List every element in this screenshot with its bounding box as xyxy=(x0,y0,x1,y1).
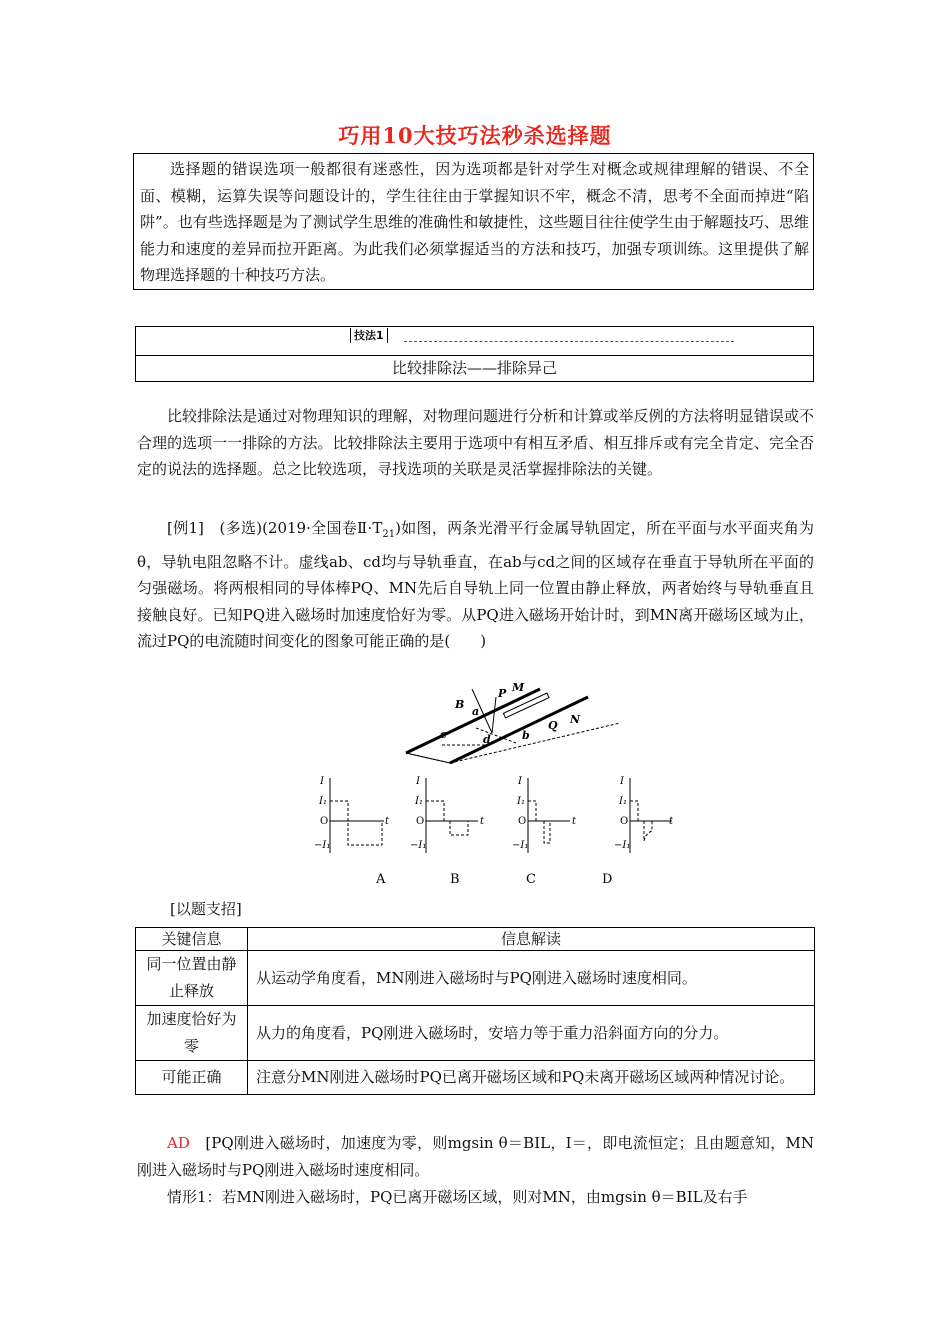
table-row xyxy=(136,951,815,1006)
table-header-key: 关键信息 xyxy=(136,928,248,951)
table-cell-value: 从力的角度看，PQ刚进入磁场时，安培力等于重力沿斜面方向的分力。 xyxy=(248,1006,815,1061)
example-figure xyxy=(300,683,680,893)
table-header-row xyxy=(136,928,815,951)
technique-tag: 技法1 xyxy=(350,328,388,343)
example-source: (多选)(2019·全国卷Ⅱ·T xyxy=(219,519,383,537)
example-paragraph xyxy=(137,515,814,655)
example-source-sub: 21 xyxy=(382,529,396,540)
graph-d xyxy=(602,776,674,887)
axis-t-a: t xyxy=(385,816,390,827)
axis-t-b: t xyxy=(480,816,485,827)
neg-i1-d: −I₁ xyxy=(614,840,631,851)
normal-line xyxy=(492,697,496,733)
technique-name: 比较排除法——排除异己 xyxy=(391,359,557,377)
label-d: d xyxy=(483,733,491,746)
example-source-end: ) xyxy=(395,519,401,537)
neg-i1-b: −I₁ xyxy=(410,840,427,851)
label-p: P xyxy=(498,687,507,700)
label-c: c xyxy=(440,728,447,741)
i1-c: I₁ xyxy=(517,796,525,807)
graph-a xyxy=(314,776,390,887)
axis-i-a: I xyxy=(320,776,324,787)
table-cell-value: 注意分MN刚进入磁场时PQ已离开磁场区域和PQ未离开磁场区域两种情况讨论。 xyxy=(248,1061,815,1095)
rail-bottom xyxy=(406,753,450,763)
answer-paragraph xyxy=(137,1130,814,1183)
table-row xyxy=(136,1061,815,1095)
method-paragraph: 比较排除法是通过对物理知识的理解，对物理问题进行分析和计算或举反例的方法将明显错误或不合理的选项一一排除的方法。比较排除法主要用于选项中有相互矛盾、相互排斥或有完全肯定、完全否定的说法的选择题。总之比较选项，寻找选项的关联是灵活掌握排除法的关键。 xyxy=(137,407,814,478)
page-title: 巧用10大技巧法秒杀选择题 xyxy=(338,123,612,148)
example-text: 如图，两条光滑平行金属导轨固定，所在平面与水平面夹角为θ，导轨电阻忽略不计。虚线ab、cd均与导轨垂直，在ab与cd之间的区域存在垂直于导轨所在平面的匀强磁场。将两根相同的导体棒PQ、MN先后自导轨上同一位置由静止释放，两者始终与导轨垂直且接触良好。已知PQ进入磁场时加速度恰好为零。从PQ进入磁场开始计时，到MN离开磁场区域为止，流过PQ的电流随时间变化的图象可能正确的是( ) xyxy=(137,519,814,650)
label-n: N xyxy=(570,713,581,726)
info-table xyxy=(135,927,815,1095)
label-m: M xyxy=(512,683,525,694)
origin-b: O xyxy=(416,816,425,827)
origin-c: O xyxy=(518,816,527,827)
incline-edge xyxy=(450,723,620,763)
graph-b xyxy=(410,776,485,887)
label-b-field: B xyxy=(455,698,465,711)
origin-a: O xyxy=(320,816,329,827)
example-label: [例1] xyxy=(167,519,204,537)
intro-text: 选择题的错误选项一般都很有迷惑性，因为选项都是针对学生对概念或规律理解的错误、不全面、模糊，运算失误等问题设计的，学生往往由于掌握知识不牢，概念不清，思考不全面而掉进“陷阱”。也有些选择题是为了测试学生思维的准确性和敏捷性，这些题目往往使学生由于解题技巧、思维能力和速度的差异而拉开距离。为此我们必须掌握适当的方法和技巧，加强专项训练。这里提供了解物理选择题的十种技巧方法。 xyxy=(140,160,809,284)
answer-text: [PQ刚进入磁场时，加速度为零，则mgsin θ＝BIL，I＝，即电流恒定；且由题意知，MN刚进入磁场时与PQ刚进入磁场时速度相同。 xyxy=(137,1134,814,1179)
i1-a: I₁ xyxy=(319,796,327,807)
table-cell-value: 从运动学角度看，MN刚进入磁场时与PQ刚进入磁场时速度相同。 xyxy=(248,951,815,1006)
axis-t-c: t xyxy=(572,816,577,827)
graph-c xyxy=(512,776,577,887)
table-cell-key: 可能正确 xyxy=(136,1061,248,1095)
dashed-divider xyxy=(404,341,734,342)
table-cell-key: 加速度恰好为零 xyxy=(136,1006,248,1061)
graph-label-b: B xyxy=(450,872,460,887)
axis-i-c: I xyxy=(518,776,522,787)
origin-d: O xyxy=(620,816,629,827)
graph-label-a: A xyxy=(376,872,386,887)
neg-i1-c: −I₁ xyxy=(512,840,529,851)
technique-header xyxy=(135,326,814,382)
label-b: b xyxy=(522,729,530,742)
axis-i-b: I xyxy=(416,776,420,787)
rail-diagram xyxy=(406,689,620,763)
support-label: [以题支招] xyxy=(170,900,242,918)
axis-i-d: I xyxy=(620,776,624,787)
upper-rail xyxy=(406,689,540,753)
table-cell-key: 同一位置由静止释放 xyxy=(136,951,248,1006)
case1-paragraph: 情形1：若MN刚进入磁场时，PQ已离开磁场区域，则对MN，由mgsin θ＝BIL及右手 xyxy=(167,1188,748,1206)
axis-t-d: t xyxy=(669,816,674,827)
label-q: Q xyxy=(548,719,558,732)
neg-i1-a: −I₁ xyxy=(314,840,331,851)
i1-b: I₁ xyxy=(415,796,423,807)
graph-label-d: D xyxy=(602,872,613,887)
table-header-value: 信息解读 xyxy=(248,928,815,951)
i1-d: I₁ xyxy=(619,796,627,807)
label-a: a xyxy=(472,705,480,718)
intro-box xyxy=(133,153,814,290)
answer-label: AD xyxy=(167,1134,190,1152)
table-row xyxy=(136,1006,815,1061)
graph-label-c: C xyxy=(526,872,536,887)
